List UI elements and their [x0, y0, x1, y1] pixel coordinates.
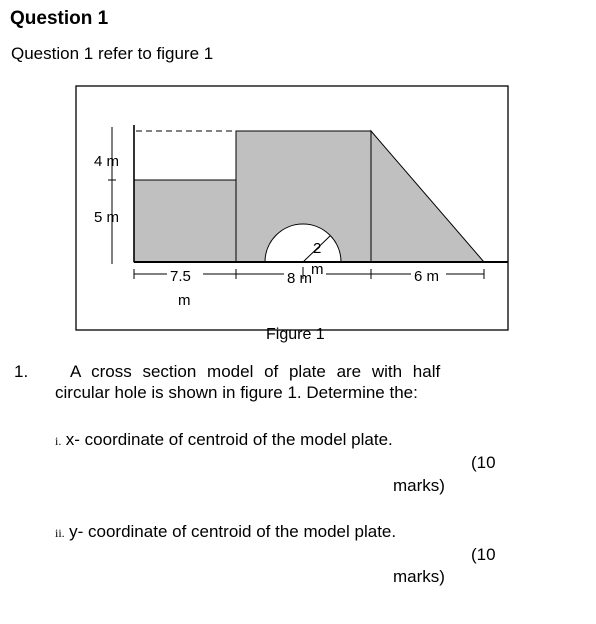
part-ii-text: y- coordinate of centroid of the model plate. [69, 522, 397, 541]
question-text-line2: circular hole is shown in figure 1. Determine the: [55, 383, 418, 402]
label-radius-value: 2 [313, 240, 322, 257]
part-i-text: x- coordinate of centroid of the model plate. [65, 430, 393, 449]
label-radius-unit: m [311, 261, 324, 278]
part-i-numeral: i. [55, 434, 62, 448]
part-ii-marks-word: marks) [393, 567, 445, 586]
label-5m: 5 m [94, 209, 120, 226]
part-ii-numeral: ii. [55, 526, 65, 540]
label-4m: 4 m [94, 153, 120, 170]
question-text-line1: A cross section model of plate are with half [70, 362, 441, 381]
page-title: Question 1 [10, 8, 109, 29]
label-6m: 6 m [414, 268, 440, 285]
label-8m: 8 m [287, 270, 313, 287]
question-number: 1. [14, 362, 29, 381]
label-7-5-unit: m [178, 292, 191, 309]
part-i [55, 430, 393, 450]
part-i-marks-value: (10 [471, 453, 496, 472]
part-ii [55, 522, 396, 542]
intro-text: Question 1 refer to figure 1 [11, 44, 214, 63]
left-block [134, 180, 236, 262]
figure-caption: Figure 1 [266, 326, 325, 343]
part-i-marks-word: marks) [393, 476, 445, 495]
label-7-5: 7.5 [170, 268, 191, 285]
middle-block-with-hole [236, 131, 371, 262]
part-ii-marks-value: (10 [471, 545, 496, 564]
triangle-block [371, 131, 484, 262]
